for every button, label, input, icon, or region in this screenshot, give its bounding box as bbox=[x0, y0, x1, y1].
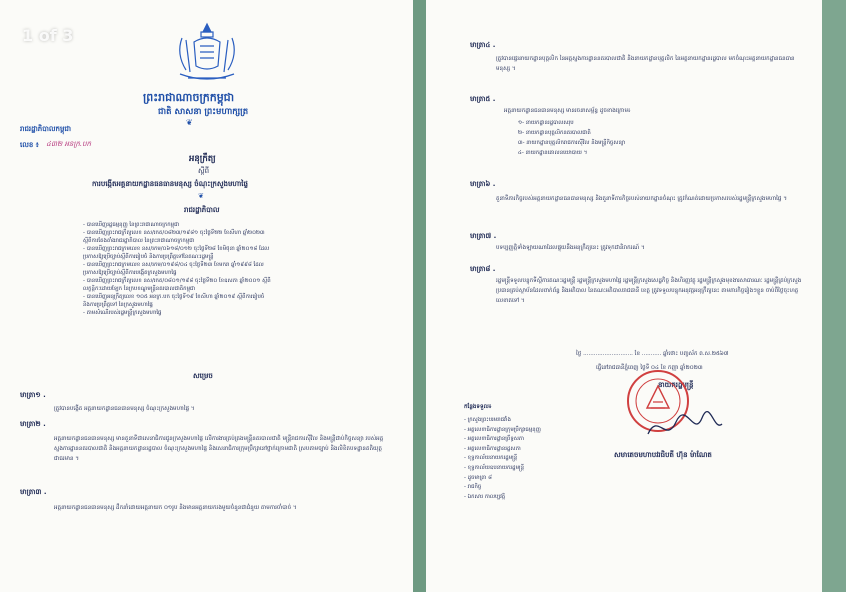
signing-date-line: ធ្វើនៅរាជធានីភ្នំពេញ ថ្ងៃទី ០៤ ខែ កញ្ញា ឆ្នាំ២០២៣ bbox=[596, 365, 703, 371]
preamble-list bbox=[83, 221, 271, 317]
list-item: ១- នាយកដ្ឋានរដ្ឋបាលសរុប bbox=[518, 120, 574, 126]
decides-heading: សម្រេច bbox=[193, 372, 213, 380]
list-item: - អគ្គលេខាធិការដ្ឋានក្រុមប្រឹក្សាធម្មនុញ្ញ bbox=[464, 426, 541, 433]
viewer-edge bbox=[822, 0, 846, 592]
list-item: លក្ខន្តិកៈដោយឡែក នៃក្របខណ្ឌមន្ត្រីនគរបាលជាតិកម្ពុជា bbox=[83, 286, 196, 292]
article-5-list bbox=[518, 118, 625, 158]
list-item: - ដូចមាត្រា ៨ bbox=[464, 474, 492, 481]
decree-subject: ការបង្កើតអគ្គនាយកដ្ឋានធនធានមនុស្ស ចំណុះក្រសួងមហាផ្ទៃ bbox=[92, 180, 248, 188]
article-2-label: មាត្រា២ . bbox=[20, 420, 46, 428]
lunar-date-line: ថ្ងៃ ............................ ខែ ........... ឆ្នាំថោះ បញ្ចស័ក ព.ស.២៥៦៧ bbox=[576, 351, 729, 357]
article-3-text: អគ្គនាយកដ្ឋានធនធានមនុស្ស ដឹកនាំដោយអគ្គនាយក ០១រូប និងមានអគ្គនាយករងមួយចំនួនជាជំនួយ តាមការចាំបាច់ ។ bbox=[54, 505, 297, 511]
list-item: - ខុទ្ទកាល័យឧបនាយករដ្ឋមន្ត្រី bbox=[464, 464, 525, 471]
government-heading: រាជរដ្ឋាភិបាល bbox=[184, 206, 220, 214]
list-item: - បានឃើញព្រះរាជក្រឹត្យលេខ នស/រកត/០៨២៣/១៩៨១ ចុះថ្ងៃទី២២ ខែសីហា ឆ្នាំ២០២៣ bbox=[83, 230, 265, 236]
national-motto: ជាតិ សាសនា ព្រះមហាក្សត្រ bbox=[158, 107, 249, 117]
article-1-text: ត្រូវបានបង្កើត អគ្គនាយកដ្ឋានធនធានមនុស្ស ចំណុះក្រសួងមហាផ្ទៃ ។ bbox=[54, 406, 195, 412]
article-8-text: រដ្ឋមន្ត្រីទទួលបន្ទុកទីស្តីការគណៈរដ្ឋមន្ត្រី រដ្ឋមន្ត្រីក្រសួងមហាផ្ទៃ រដ្ឋមន្ត្រីក្រសួងសេដ្ឋកិច្ច និងហិរញ្ញវត្ថុ រដ្ឋមន្ត្រីក្រសួងមុខងារសាធារណៈ រដ្ឋមន្ត្រីគ្រប់ក្រសួង ប្រធានគ្រប់ស្ថាប័នដែលពាក់ព័ន្ធ និងអភិបាល នៃគណៈអភិបាលរាជធានី ខេត្ត ត្រូវទទួលបន្ទុកអនុវត្តអនុក្រឹត្យនេះ តាមភារកិច្ចរៀងៗខ្លួន ចាប់ពីថ្ងៃចុះហត្ថលេខាតទៅ ។ bbox=[496, 278, 802, 304]
reference-number: ៤៣២ អនក្រ.បក bbox=[46, 140, 91, 148]
decree-title: អនុក្រឹត្យ bbox=[189, 154, 216, 164]
article-7-text: បទប្បញ្ញត្តិទាំងឡាយណាដែលផ្ទុយនឹងអនុក្រឹត្យនេះ ត្រូវទុកជានិរាករណ៍ ។ bbox=[496, 245, 645, 251]
article-4-text: ត្រូវបានផ្ទេរនាយកដ្ឋានបុគ្គលិក នៃអគ្គស្នងការដ្ឋាននគរបាលជាតិ និងនាយកដ្ឋានបុគ្គលិក នៃអគ្គនាយកដ្ឋានរដ្ឋបាល មកចំណុះអគ្គនាយកដ្ឋានធនធានមនុស្ស ។ bbox=[496, 56, 795, 72]
article-5-intro: អគ្គនាយកដ្ឋានធនធានមនុស្ស មានរចនាសម្ព័ន្ធ ដូចខាងក្រោម៖ bbox=[504, 108, 631, 114]
document-page-1: 1 of 3 ព្រះរាជាណាចក្រកម្ពុជា ជាតិ សាសនា ព្រះមហាក្សត្រ ❦ រាជរដ្ឋាភិបាលកម្ពុជា លេខ ៖ ៤៣២ អនក្រ.បក អនុក្រឹត្យ ស្តីពី ការបង្កើតអគ្គនាយកដ្ឋានធនធានមនុស្ស ចំណុះក្រសួងមហាផ្ទៃ ❦ រាជរដ្ឋាភិបាល - បានឃើញរដ្ឋធម្មនុញ្ញ នៃព្រះរាជាណាចក្រកម្ពុជា - បានឃើញព្រះរាជក្រឹត្យលេខ នស/រកត/០៨២៣/១៩៨១ ចុះថ្ងៃទី២២ ខែសីហា ឆ្នាំ២០២៣ ស្តីពីការតែងតាំងរាជរដ្ឋាភិបាល នៃព្រះរាជាណាចក្រកម្ពុជា - បានឃើញព្រះរាជក្រមលេខ នស/រកម/០៦១៨/០១២ ចុះថ្ងៃទី២៨ ខែមិថុនា ឆ្នាំ២០១៨ ដែល ប្រកាសឱ្យប្រើច្បាប់ស្តីពីការរៀបចំ និងការប្រព្រឹត្តទៅនៃគណៈរដ្ឋមន្ត្រី - បានឃើញព្រះរាជក្រមលេខ នស/រកម/០១៩៨/០៤ ចុះថ្ងៃទី២៣ ខែមករា ឆ្នាំ១៩៩៨ ដែល ប្រកាសឱ្យប្រើច្បាប់ស្តីពីការបង្កើតក្រសួងមហាផ្ទៃ - បានឃើញព្រះរាជក្រឹត្យលេខ នស/រកត/០៨០១/១៩៨ ចុះថ្ងៃទី២០ ខែឧសភា ឆ្នាំ២០០១ ស្តីពី លក្ខន្តិកៈដោយឡែក នៃក្របខណ្ឌមន្ត្រីនគរបាលជាតិកម្ពុជា - បានឃើញអនុក្រឹត្យលេខ ១០៥ អនក្រ.បក ចុះថ្ងៃទី១៩ ខែសីហា ឆ្នាំ២០១៩ ស្តីពីការរៀបចំ និងការប្រព្រឹត្តទៅ នៃក្រសួងមហាផ្ទៃ - តាមសំណើរបស់រដ្ឋមន្ត្រីក្រសួងមហាផ្ទៃ សម្រេច មាត្រា១ . ត្រូវបានបង្កើត អគ្គនាយកដ្ឋានធនធានមនុស្ស ចំណុះក្រសួងមហាផ្ទៃ ។ មាត្រា២ . អគ្គនាយកដ្ឋានធនធានមនុស្ស មានតួនាទីជាសេនាធិការជូនក្រសួងមហាផ្ទៃ លើការងារគ្រប់គ្រងមន្ត្រីនគរបាលជាតិ មន្ត្រីរាជការស៊ីវិល និងមន្ត្រីជាប់កិច្ចសន្យា របស់អគ្គស្នងការដ្ឋាននគរបាលជាតិ និងអគ្គនាយកដ្ឋានរដ្ឋបាល ចំណុះក្រសួងមហាផ្ទៃ និងសេនាធិការក្រុមប្រឹក្សានៅថ្នាក់ក្រោមជាតិ ស្របតាមច្បាប់ និងលិខិតបទដ្ឋានគតិយុត្តជាធរមាន ។ មាត្រា៣ . អគ្គនាយកដ្ឋានធនធានមនុស្ស ដឹកនាំដោយអគ្គនាយក ០១រូប និងមានអគ្គនាយករងមួយចំនួនជាជំនួយ តាមការចាំបាច់ ។ bbox=[0, 0, 413, 592]
list-item: - បានឃើញព្រះរាជក្រមលេខ នស/រកម/០១៩៨/០៤ ចុះថ្ងៃទី២៣ ខែមករា ឆ្នាំ១៩៩៨ ដែល bbox=[83, 262, 264, 268]
article-2-text: អគ្គនាយកដ្ឋានធនធានមនុស្ស មានតួនាទីជាសេនាធិការជូនក្រសួងមហាផ្ទៃ លើការងារគ្រប់គ្រងមន្ត្រីនគរបាលជាតិ មន្ត្រីរាជការស៊ីវិល និងមន្ត្រីជាប់កិច្ចសន្យា របស់អគ្គស្នងការដ្ឋាននគរបាលជាតិ និងអគ្គនាយកដ្ឋានរដ្ឋបាល ចំណុះក្រសួងមហាផ្ទៃ និងសេនាធិការក្រុមប្រឹក្សានៅថ្នាក់ក្រោមជាតិ ស្របតាមច្បាប់ និងលិខិតបទដ្ឋានគតិយុត្តជាធរមាន ។ bbox=[54, 436, 384, 462]
signer-name: សមាតេចមហាបវរធិបតី ហ៊ុន ម៉ាណែត bbox=[614, 451, 712, 459]
list-item: - បានឃើញរដ្ឋធម្មនុញ្ញ នៃព្រះរាជាណាចក្រកម្ពុជា bbox=[83, 222, 180, 228]
list-item: - រាជកិច្ច bbox=[464, 484, 482, 491]
list-item: - បានឃើញព្រះរាជក្រមលេខ នស/រកម/០៦១៨/០១២ ចុះថ្ងៃទី២៨ ខែមិថុនា ឆ្នាំ២០១៨ ដែល bbox=[83, 246, 270, 252]
article-6-text: តួនាទីភារកិច្ចរបស់អគ្គនាយកដ្ឋានធនធានមនុស្ស និងតួនាទីភារកិច្ចរបស់នាយកដ្ឋានចំណុះ ត្រូវកំណត់ដោយប្រកាសរបស់រដ្ឋមន្ត្រីក្រសួងមហាផ្ទៃ ។ bbox=[496, 196, 787, 202]
about-label: ស្តីពី bbox=[198, 167, 210, 175]
article-7-label: មាត្រា៧ . bbox=[470, 232, 497, 240]
signature-icon bbox=[644, 408, 724, 446]
list-item: ប្រកាសឱ្យប្រើច្បាប់ស្តីពីការបង្កើតក្រសួងមហាផ្ទៃ bbox=[83, 270, 177, 276]
list-item: - តាមសំណើរបស់រដ្ឋមន្ត្រីក្រសួងមហាផ្ទៃ bbox=[83, 310, 162, 316]
list-item: ស្តីពីការតែងតាំងរាជរដ្ឋាភិបាល នៃព្រះរាជាណាចក្រកម្ពុជា bbox=[83, 238, 195, 244]
royal-arms-crest-icon bbox=[170, 20, 244, 86]
article-1-label: មាត្រា១ . bbox=[20, 391, 46, 399]
recipients-heading: កន្លែងទទួល៖ bbox=[464, 404, 492, 410]
list-item: - អគ្គលេខាធិការដ្ឋានព្រឹទ្ធសភា bbox=[464, 436, 525, 443]
list-item: - ឯកសារ កាលប្បវត្តិ bbox=[464, 493, 506, 500]
article-5-label: មាត្រា៥ . bbox=[470, 95, 496, 103]
government-label: រាជរដ្ឋាភិបាលកម្ពុជា bbox=[20, 125, 72, 133]
article-6-label: មាត្រា៦ . bbox=[470, 180, 496, 188]
list-item: ៤- នាយកដ្ឋានគោលនយោបាយ ។ bbox=[518, 150, 588, 156]
list-item: - ក្រសួងព្រះបរមរាជវាំង bbox=[464, 417, 511, 423]
article-3-label: មាត្រា៣ . bbox=[20, 488, 47, 496]
article-8-label: មាត្រា៨ . bbox=[470, 265, 496, 273]
prime-minister-title: នាយករដ្ឋមន្ត្រី bbox=[658, 381, 694, 389]
document-page-2 bbox=[426, 0, 822, 592]
recipients-list bbox=[464, 416, 541, 502]
list-item: - បានឃើញព្រះរាជក្រឹត្យលេខ នស/រកត/០៨០១/១៩៨ ចុះថ្ងៃទី២០ ខែឧសភា ឆ្នាំ២០០១ ស្តីពី bbox=[83, 278, 271, 284]
list-item: ៣- នាយកដ្ឋានបុគ្គលិករាជការស៊ីវិល និងមន្ត្រីកិច្ចសន្យា bbox=[518, 140, 626, 146]
list-item: - ខុទ្ទកាល័យនាយករដ្ឋមន្ត្រី bbox=[464, 455, 518, 462]
article-4-label: មាត្រា៤ . bbox=[470, 41, 496, 49]
list-item: ២- នាយកដ្ឋានបុគ្គលិកនគរបាលជាតិ bbox=[518, 130, 591, 136]
list-item: និងការប្រព្រឹត្តទៅ នៃក្រសួងមហាផ្ទៃ bbox=[83, 302, 153, 308]
list-item: - អគ្គលេខាធិការដ្ឋានរដ្ឋសភា bbox=[464, 445, 521, 452]
page-counter: 1 of 3 bbox=[22, 26, 74, 45]
kingdom-title: ព្រះរាជាណាចក្រកម្ពុជា bbox=[143, 91, 235, 104]
list-item: - បានឃើញអនុក្រឹត្យលេខ ១០៥ អនក្រ.បក ចុះថ្ងៃទី១៩ ខែសីហា ឆ្នាំ២០១៩ ស្តីពីការរៀបចំ bbox=[83, 294, 265, 300]
reference-label: លេខ ៖ bbox=[20, 141, 39, 149]
list-item: ប្រកាសឱ្យប្រើច្បាប់ស្តីពីការរៀបចំ និងការប្រព្រឹត្តទៅនៃគណៈរដ្ឋមន្ត្រី bbox=[83, 254, 214, 260]
